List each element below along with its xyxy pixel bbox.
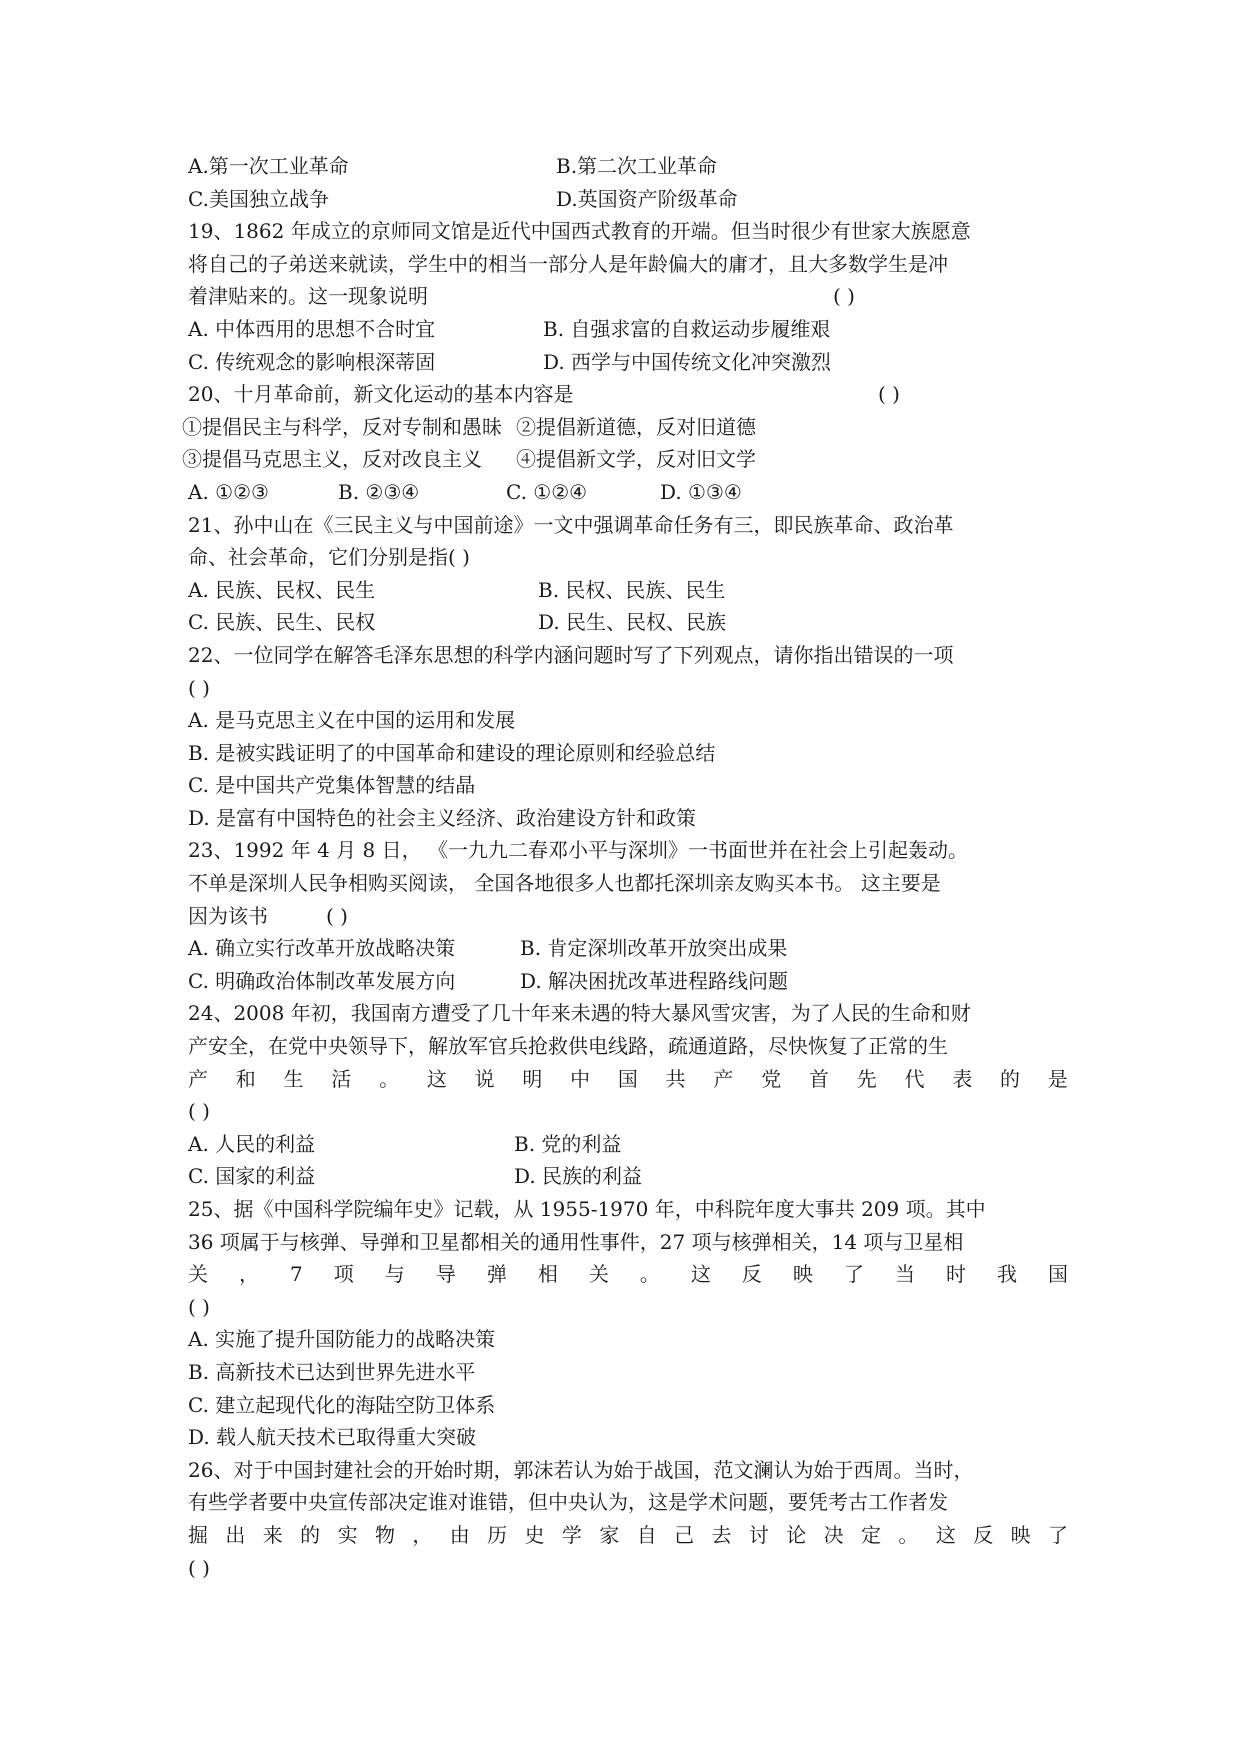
q26-stem-char: 。 — [898, 1522, 919, 1547]
q24-stem-char: 国 — [617, 1066, 638, 1091]
q24-stem-char: 是 — [1047, 1066, 1068, 1091]
q21-option-a[interactable]: A. 民族、民权、民生 — [188, 577, 376, 602]
q26-stem-char: 了 — [1047, 1522, 1068, 1547]
q24-stem-char: 中 — [570, 1066, 591, 1091]
q26-stem-char: 学 — [561, 1522, 582, 1547]
q25-option-c[interactable]: C. 建立起现代化的海陆空防卫体系 — [188, 1392, 496, 1417]
q24-stem-char: 首 — [808, 1066, 829, 1091]
q24-options-row2 — [188, 1160, 1068, 1193]
q20-option-c[interactable]: C. ①②④ — [506, 479, 588, 504]
q22-stem-line1: 22、一位同学在解答毛泽东思想的科学内涵问题时写了下列观点，请你指出错误的一项 — [188, 642, 954, 667]
q20-item-1: ①提倡民主与科学，反对专制和愚昧 — [182, 414, 502, 439]
q20-item-2: ②提倡新道德，反对旧道德 — [516, 414, 756, 439]
q22-option-a[interactable]: A. 是马克思主义在中国的运用和发展 — [188, 708, 516, 733]
q22-option-d[interactable]: D. 是富有中国特色的社会主义经济、政治建设方针和政策 — [188, 805, 697, 830]
q26-stem-line2: 有些学者要中央宣传部决定谁对谁错，但中央认为，这是学术问题，要凭考古工作者发 — [188, 1490, 948, 1515]
q18-option-a[interactable]: A.第一次工业革命 — [188, 154, 349, 178]
q23-stem-text: 因为该书 — [188, 903, 268, 928]
q25-option-a[interactable]: A. 实施了提升国防能力的战略决策 — [188, 1327, 496, 1352]
q21-option-b[interactable]: B. 民权、民族、民生 — [538, 577, 726, 602]
q23-answer-blank[interactable]: ( ) — [326, 903, 348, 928]
q24-stem-char: 的 — [1000, 1066, 1021, 1091]
q23-stem-line2: 不单是深圳人民争相购买阅读， 全国各地很多人也都托深圳亲友购买本书。 这主要是 — [188, 871, 941, 896]
q26-stem-char: 由 — [449, 1522, 470, 1547]
q25-stem-char: 我 — [996, 1262, 1017, 1287]
q20-item-4: ④提倡新文学，反对旧文学 — [516, 447, 756, 472]
q20-answer-blank[interactable]: ( ) — [878, 382, 900, 407]
q25-option-b[interactable]: B. 高新技术已达到世界先进水平 — [188, 1359, 476, 1384]
q20-stem-line1 — [188, 378, 1068, 411]
q25-stem-char: 当 — [894, 1262, 915, 1287]
q20-stem-text: 20、十月革命前，新文化运动的基本内容是 — [188, 382, 574, 407]
q24-stem-char: 这 — [426, 1066, 447, 1091]
q25-stem-line2: 36 项属于与核弹、导弹和卫星都相关的通用性事件，27 项与核弹相关，14 项与卫星相 — [188, 1229, 964, 1254]
q25-stem-char: 国 — [1048, 1262, 1068, 1287]
q25-answer-blank[interactable]: ( ) — [188, 1294, 210, 1319]
q22-option-b[interactable]: B. 是被实践证明了的中国革命和建设的理论原则和经验总结 — [188, 740, 716, 765]
q19-options-row1 — [188, 313, 1068, 346]
q22-answer-blank[interactable]: ( ) — [188, 675, 210, 700]
q25-stem-char: 时 — [945, 1262, 966, 1287]
q23-option-b[interactable]: B. 肯定深圳改革开放突出成果 — [520, 936, 788, 961]
q26-stem-char: 的 — [300, 1522, 321, 1547]
q23-options-row2 — [188, 965, 1068, 998]
q26-stem-char: 家 — [599, 1522, 620, 1547]
q26-stem-char: 史 — [524, 1522, 545, 1547]
q26-stem-char: 来 — [262, 1522, 283, 1547]
q18-option-c[interactable]: C.美国独立战争 — [188, 186, 329, 211]
q20-items-row1 — [182, 411, 1068, 444]
q25-stem-char: 7 — [290, 1262, 303, 1287]
q26-stem-char: 掘 — [188, 1522, 208, 1547]
q24-stem-char: 生 — [283, 1066, 304, 1091]
q23-options-row1 — [188, 932, 1068, 965]
q21-options-row2 — [188, 606, 1068, 639]
q25-stem-char: 关 — [188, 1262, 208, 1287]
q23-option-c[interactable]: C. 明确政治体制改革发展方向 — [188, 968, 456, 993]
q19-option-d[interactable]: D. 西学与中国传统文化冲突激烈 — [543, 349, 832, 374]
q20-option-d[interactable]: D. ①③④ — [660, 479, 742, 504]
q24-stem-line3 — [188, 1063, 1068, 1096]
q19-option-b[interactable]: B. 自强求富的自救运动步履维艰 — [543, 316, 831, 341]
q24-option-d[interactable]: D. 民族的利益 — [514, 1164, 643, 1189]
q18-option-b[interactable]: B.第二次工业革命 — [556, 154, 718, 178]
q26-stem-char: 实 — [337, 1522, 358, 1547]
q26-stem-char: 物 — [374, 1522, 395, 1547]
q24-answer-blank[interactable]: ( ) — [188, 1099, 210, 1124]
q24-stem-line1: 24、2008 年初，我国南方遭受了几十年来未遇的特大暴风雪灾害，为了人民的生命和财 — [188, 1001, 971, 1026]
q26-stem-char: 映 — [1010, 1522, 1031, 1547]
q25-stem-line1: 25、据《中国科学院编年史》记载，从 1955-1970 年，中科院年度大事共 209 项。其中 — [188, 1197, 986, 1221]
q25-stem-char: 与 — [384, 1262, 405, 1287]
q24-stem-char: 产 — [188, 1066, 208, 1091]
q20-item-3: ③提倡马克思主义，反对改良主义 — [182, 447, 482, 472]
q24-stem-char: 代 — [904, 1066, 925, 1091]
q19-stem-line1: 19、1862 年成立的京师同文馆是近代中国西式教育的开端。但当时很少有世家大族愿意 — [188, 219, 971, 244]
q25-stem-char: 。 — [639, 1262, 660, 1287]
q18-options-row1 — [188, 150, 1068, 183]
q19-stem-line2: 将自己的子弟送来就读，学生中的相当一部分人是年龄偏大的庸才，且大多数学生是冲 — [188, 251, 948, 276]
q20-option-a[interactable]: A. ①②③ — [188, 479, 269, 504]
q24-stem-char: 活 — [331, 1066, 352, 1091]
q25-stem-char: 项 — [333, 1262, 354, 1287]
q20-option-b[interactable]: B. ②③④ — [338, 479, 420, 504]
q24-stem-char: 产 — [713, 1066, 734, 1091]
q25-stem-char: 导 — [435, 1262, 456, 1287]
q25-stem-char: 弹 — [486, 1262, 507, 1287]
q24-stem-char: 党 — [761, 1066, 782, 1091]
q24-stem-char: 先 — [856, 1066, 877, 1091]
q26-stem-char: 出 — [225, 1522, 246, 1547]
q19-options-row2 — [188, 346, 1068, 379]
q20-options-row — [188, 476, 1068, 509]
q19-option-c[interactable]: C. 传统观念的影响根深蒂固 — [188, 349, 436, 374]
q25-stem-char: 了 — [843, 1262, 864, 1287]
q24-stem-char: 共 — [665, 1066, 686, 1091]
q24-stem-char: 。 — [379, 1066, 400, 1091]
exam-page — [182, 150, 1068, 1584]
q21-option-c[interactable]: C. 民族、民生、民权 — [188, 610, 376, 635]
q24-stem-char: 明 — [522, 1066, 543, 1091]
q24-option-c[interactable]: C. 国家的利益 — [188, 1164, 316, 1189]
q24-stem-line2: 产安全，在党中央领导下，解放军官兵抢救供电线路，疏通道路，尽快恢复了正常的生 — [188, 1034, 948, 1059]
q25-stem-char: 关 — [588, 1262, 609, 1287]
q21-stem-line2: 命、社会革命，它们分别是指( ) — [188, 545, 470, 570]
q24-stem-char: 说 — [474, 1066, 495, 1091]
q24-options-row1 — [188, 1128, 1068, 1161]
q24-option-b[interactable]: B. 党的利益 — [514, 1131, 622, 1156]
q23-stem-line3 — [188, 900, 1068, 933]
q25-stem-line3 — [188, 1258, 1068, 1291]
q20-items-row2 — [182, 443, 1068, 476]
q26-stem-line1: 26、对于中国封建社会的开始时期，郭沫若认为始于战国，范文澜认为始于西周。当时， — [188, 1457, 974, 1482]
q19-answer-blank[interactable]: ( ) — [833, 284, 855, 309]
q25-stem-char: 反 — [741, 1262, 762, 1287]
q19-stem-line3 — [188, 280, 1068, 313]
q26-stem-char: ， — [412, 1522, 433, 1547]
q25-stem-char: 这 — [690, 1262, 711, 1287]
q26-answer-blank[interactable]: ( ) — [188, 1555, 210, 1580]
q24-option-a[interactable]: A. 人民的利益 — [188, 1131, 316, 1156]
q18-option-d[interactable]: D.英国资产阶级革命 — [556, 186, 738, 211]
q22-option-c[interactable]: C. 是中国共产党集体智慧的结晶 — [188, 773, 476, 798]
q25-option-d[interactable]: D. 载人航天技术已取得重大突破 — [188, 1425, 477, 1450]
q26-stem-char: 历 — [487, 1522, 508, 1547]
q19-option-a[interactable]: A. 中体西用的思想不合时宜 — [188, 316, 436, 341]
q26-stem-char: 反 — [973, 1522, 994, 1547]
q21-stem-line1: 21、孙中山在《三民主义与中国前途》一文中强调革命任务有三，即民族革命、政治革 — [188, 512, 954, 537]
q25-stem-char: ， — [239, 1262, 260, 1287]
q25-stem-char: 映 — [792, 1262, 813, 1287]
q25-stem-char: 相 — [537, 1262, 558, 1287]
q26-stem-char: 己 — [674, 1522, 695, 1547]
q24-stem-char: 和 — [235, 1066, 256, 1091]
q18-options-row2 — [188, 183, 1068, 216]
q19-stem-text: 着津贴来的。这一现象说明 — [188, 284, 428, 309]
q23-option-d[interactable]: D. 解决困扰改革进程路线问题 — [520, 968, 789, 993]
q26-stem-char: 讨 — [748, 1522, 769, 1547]
q26-stem-char: 定 — [861, 1522, 882, 1547]
q26-stem-char: 去 — [711, 1522, 732, 1547]
q26-stem-char: 论 — [786, 1522, 807, 1547]
q24-stem-char: 表 — [952, 1066, 973, 1091]
q23-stem-line1: 23、1992 年 4 月 8 日， 《一九九二春邓小平与深圳》一书面世并在社会上引起轰动。 — [188, 838, 968, 863]
q26-stem-line3 — [188, 1519, 1068, 1552]
q26-stem-char: 自 — [636, 1522, 657, 1547]
q26-stem-char: 这 — [935, 1522, 956, 1547]
q26-stem-char: 决 — [823, 1522, 844, 1547]
q21-options-row1 — [188, 574, 1068, 607]
q23-option-a[interactable]: A. 确立实行改革开放战略决策 — [188, 936, 456, 961]
q21-option-d[interactable]: D. 民生、民权、民族 — [538, 610, 727, 635]
